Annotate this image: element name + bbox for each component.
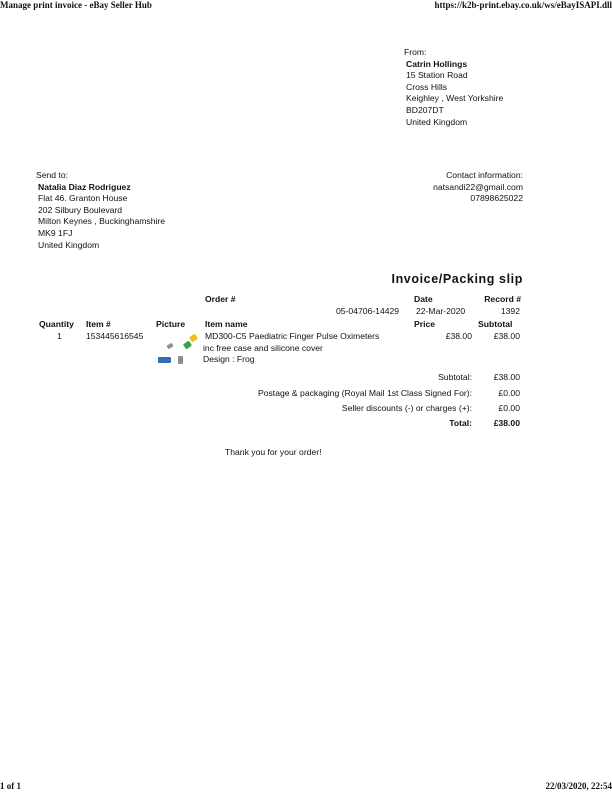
item-number-header: Item # [86,319,111,329]
from-name: Catrin Hollings [406,58,468,69]
recipient-address-line: Milton Keynes , Buckinghamshire [38,216,166,227]
item-name-line: MD300-C5 Paediatric Finger Pulse Oximeters [205,331,380,341]
product-thumbnail[interactable] [156,333,202,367]
from-address-line: United Kingdom [406,116,468,127]
from-block [404,47,503,128]
contact-label: Contact information: [446,170,523,180]
print-page-title: Manage print invoice - eBay Seller Hub [0,0,152,10]
from-label: From: [404,47,427,57]
item-number: 153445616545 [86,331,144,341]
date-header: Date [414,294,433,304]
print-page-url: https://k2b-print.ebay.co.uk/ws/eBayISAPI.dll [434,0,612,10]
item-name-line: inc free case and silicone cover [203,342,323,353]
from-address-line: Cross Hills [406,81,448,92]
subtotal-value: £38.00 [493,372,520,382]
order-number-header: Order # [205,294,236,304]
item-name-header: Item name [205,319,248,329]
recipient-address-line: United Kingdom [38,239,100,250]
discounts-value: £0.00 [498,403,520,413]
from-address-line: BD207DT [406,104,444,115]
recipient-address-line: MK9 1FJ [38,227,73,238]
item-variation: Design : Frog [203,354,255,365]
picture-header: Picture [156,319,186,329]
postage-label: Postage & packaging (Royal Mail 1st Class Signed For): [258,388,472,398]
from-address-line: 15 Station Road [406,70,468,81]
from-address-line: Keighley , West Yorkshire [406,93,504,104]
thank-you-message: Thank you for your order! [225,447,322,457]
recipient-name: Natalia Diaz Rodriguez [38,181,131,192]
invoice-title: Invoice/Packing slip [391,272,523,286]
subtotal-header: Subtotal [478,319,513,329]
oximeter-yellow-icon [189,334,198,343]
total-value: £38.00 [493,418,520,428]
total-label: Total: [449,418,472,428]
recipient-address-line: 202 Silbury Boulevard [38,204,123,215]
item-name [205,331,379,366]
cable-icon [166,343,173,349]
print-timestamp: 22/03/2020, 22:54 [545,781,612,791]
subtotal-label: Subtotal: [438,372,472,382]
print-page-count: 1 of 1 [0,781,21,791]
order-date: 22-Mar-2020 [416,306,466,316]
quantity-header: Quantity [39,319,74,329]
record-number-header: Record # [484,294,521,304]
record-number: 1392 [500,306,520,316]
discounts-label: Seller discounts (-) or charges (+): [341,403,472,413]
order-number: 05-04706-14429 [336,306,400,316]
item-subtotal: £38.00 [493,331,520,341]
cover-icon [178,356,183,364]
contact-phone: 07898625022 [470,193,523,204]
recipient-address-line: Flat 46. Granton House [38,193,128,204]
case-icon [158,357,171,363]
oximeter-green-icon [183,341,192,350]
send-to-label: Send to: [36,170,69,180]
item-price: £38.00 [445,331,472,341]
price-header: Price [414,319,436,329]
send-to-block [36,170,165,251]
item-quantity: 1 [57,331,62,341]
postage-value: £0.00 [498,388,520,398]
contact-block [433,170,523,205]
contact-email: natsandi22@gmail.com [433,181,523,192]
